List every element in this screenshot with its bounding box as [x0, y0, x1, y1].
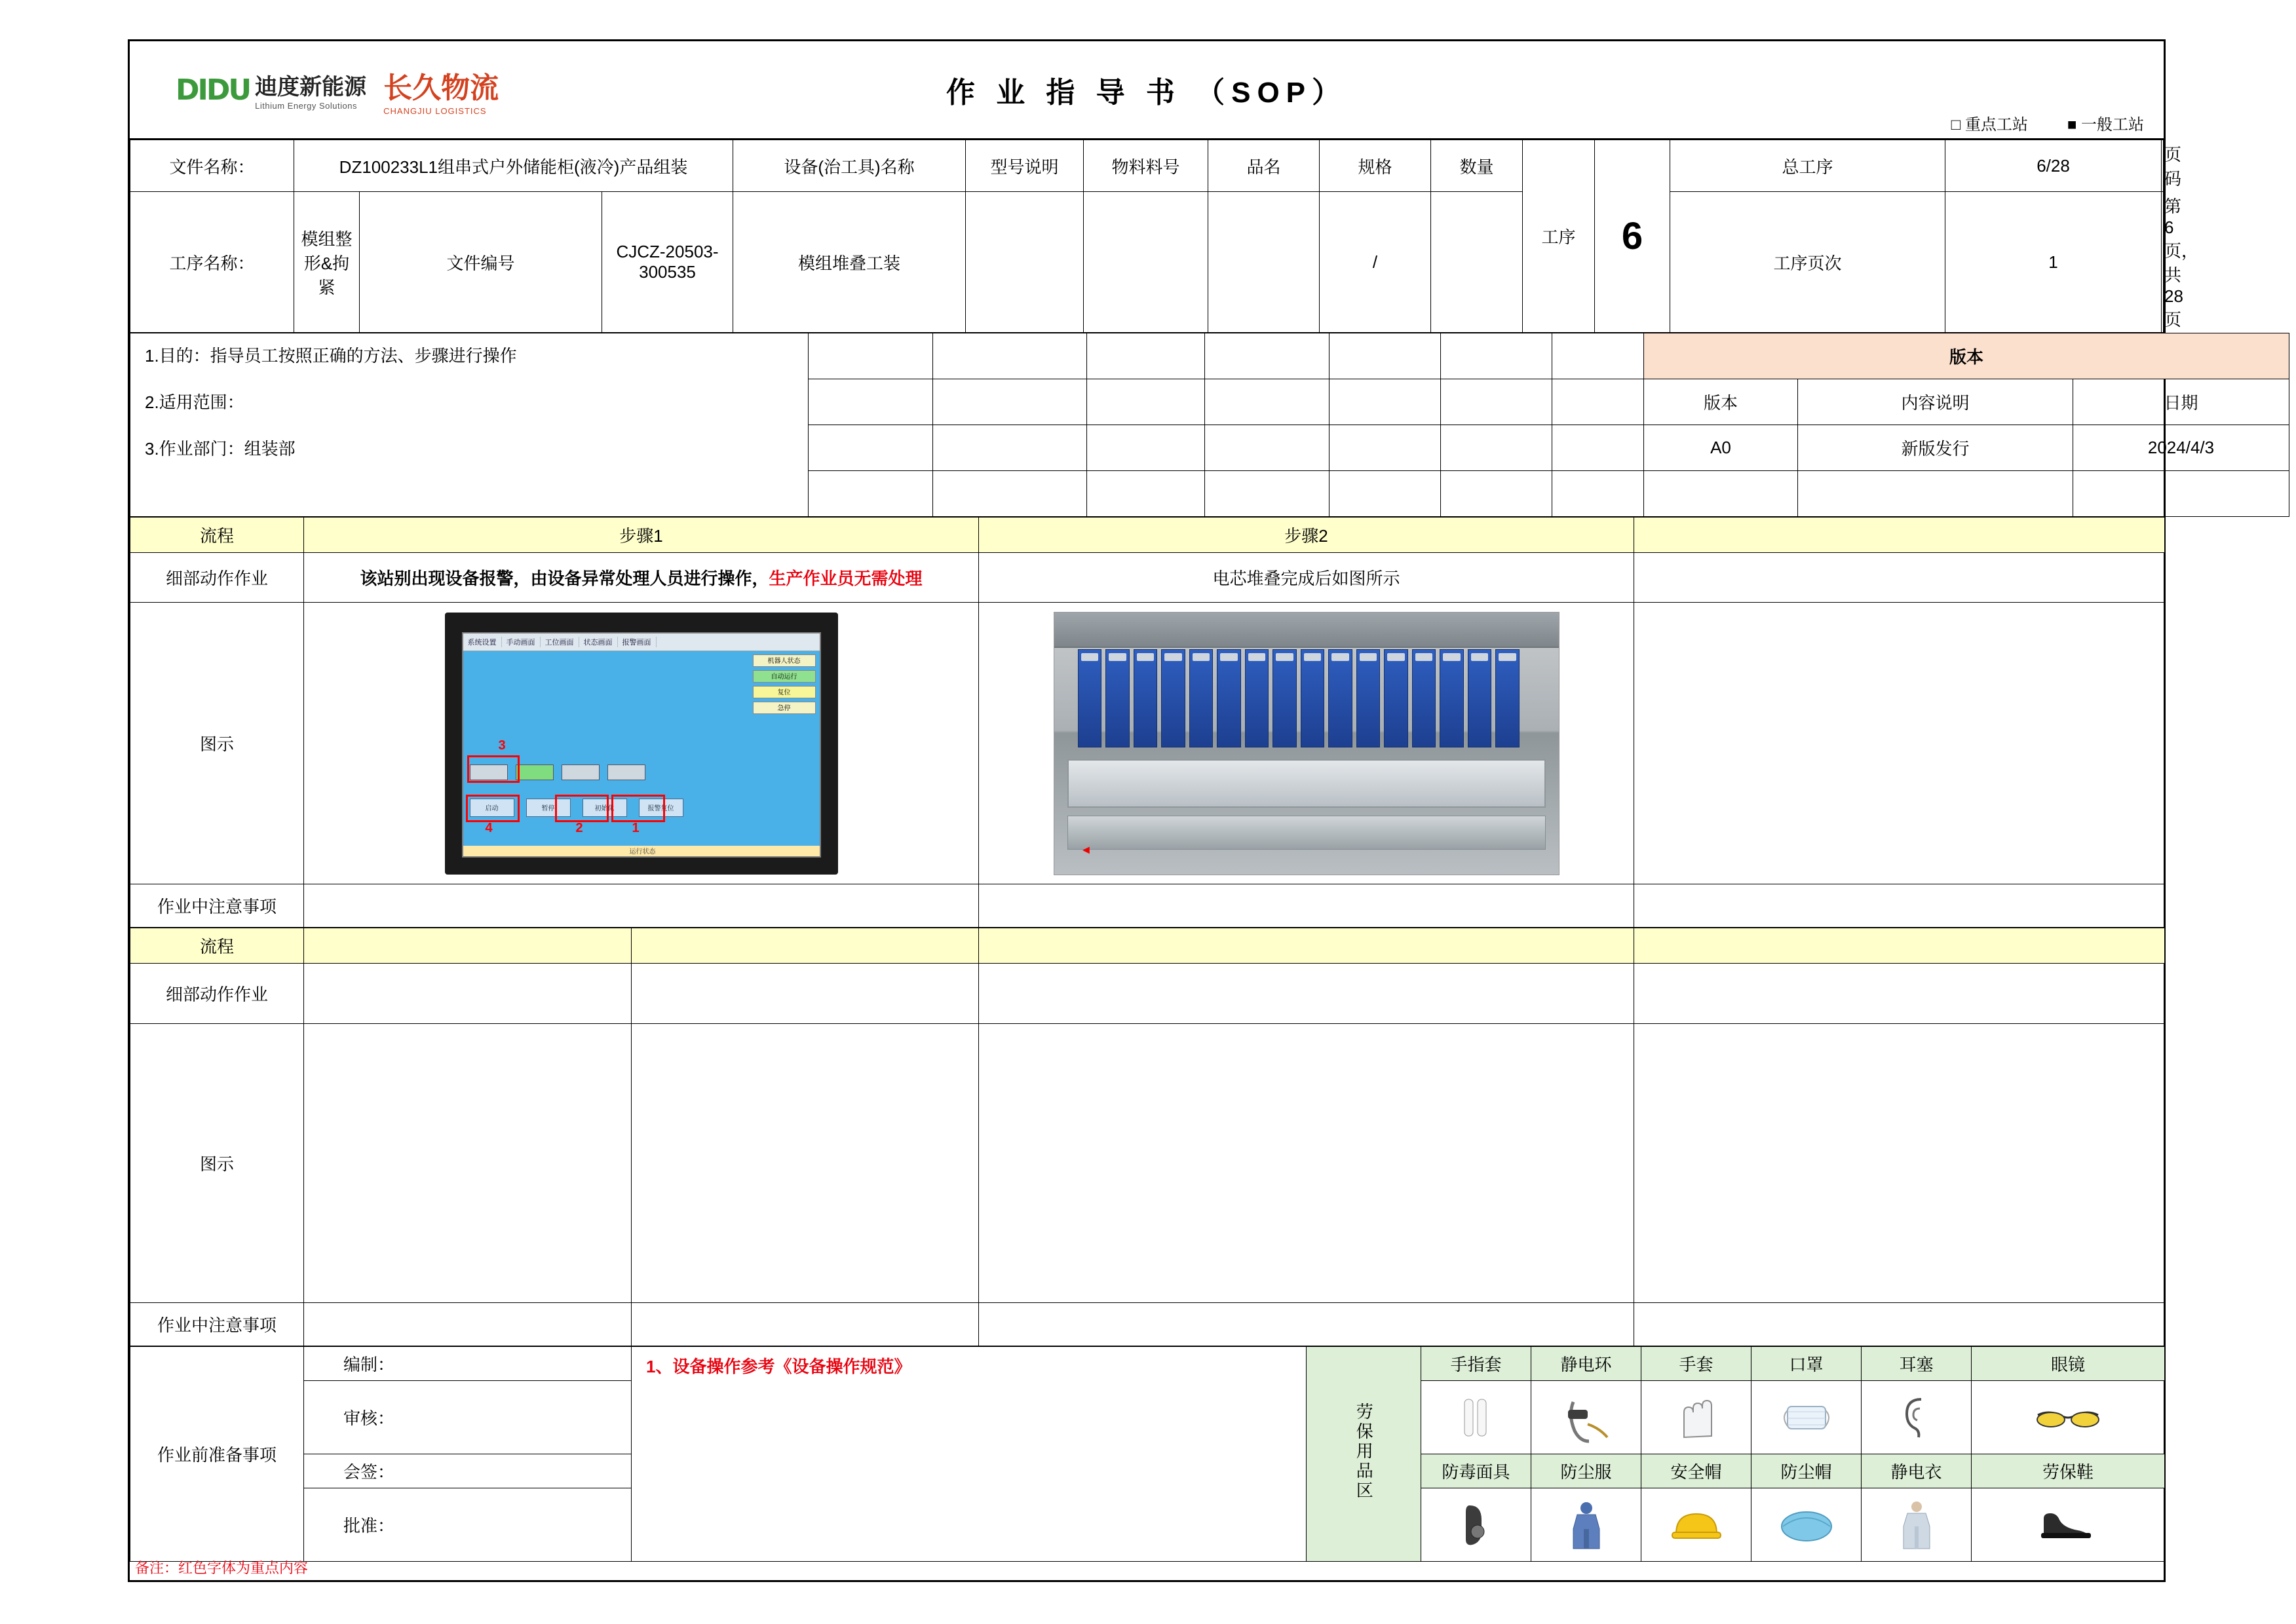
photo-base-plate — [1067, 816, 1546, 850]
ppe-label-1: 静电环 — [1531, 1347, 1641, 1381]
ppe-label-9: 防尘帽 — [1751, 1454, 1862, 1488]
prep-countersign: 会签： — [304, 1454, 632, 1488]
battery-cell — [1217, 649, 1241, 747]
file-no-value: CJCZ-20503-300535 — [602, 192, 733, 333]
hmi-annotation-num-1: 1 — [632, 820, 640, 835]
section1-detail-step3 — [1634, 553, 2165, 603]
info-table — [130, 140, 2199, 333]
version-row-date: 2024/4/3 — [2073, 425, 2289, 471]
section2-table — [130, 928, 2165, 1346]
section2-flow-c2 — [632, 928, 979, 964]
product-value — [1208, 192, 1320, 333]
hmi-menu-4[interactable]: 报警画面 — [618, 637, 657, 647]
section2-flow-c3 — [979, 928, 1634, 964]
battery-cell — [1245, 649, 1269, 747]
ppe-icon-dust-cap — [1751, 1488, 1862, 1562]
section1-detail-step1 — [304, 553, 979, 603]
dust-cap-icon — [1775, 1503, 1838, 1547]
ppe-icon-esd-wrist-strap — [1531, 1381, 1641, 1454]
ear-plug-icon — [1892, 1391, 1941, 1444]
changjiu-logo-cn: 长久物流 — [383, 71, 499, 105]
ppe-icon-safety-glasses — [1972, 1381, 2165, 1454]
spec-value: / — [1320, 192, 1431, 333]
gas-mask-icon — [1455, 1498, 1497, 1553]
section1-cautions-step2 — [979, 884, 1634, 928]
section1-image-empty — [1634, 603, 2165, 884]
battery-cell — [1328, 649, 1352, 747]
flag-normal-station: ■ 一般工站 — [2067, 116, 2144, 134]
section1-step3-label — [1634, 518, 2165, 553]
section1-flow-label: 流程 — [130, 518, 304, 553]
esd-wrist-strap-icon — [1560, 1390, 1613, 1445]
hmi-alarm-reset-button[interactable]: 报警复位 — [639, 799, 683, 817]
ppe-label-6: 防毒面具 — [1421, 1454, 1531, 1488]
ppe-label-3: 口罩 — [1751, 1347, 1862, 1381]
ppe-icon-esd-coat — [1862, 1488, 1972, 1562]
section1-step2-label: 步骤2 — [979, 518, 1634, 553]
hmi-annotation-num-2: 2 — [575, 820, 583, 835]
safety-shoes-icon — [2032, 1505, 2104, 1545]
changjiu-logo — [383, 64, 499, 116]
hmi-right-btn-1[interactable]: 自动运行 — [753, 670, 816, 683]
photo-cell-stack — [1078, 649, 1520, 747]
section2-flow-label: 流程 — [130, 928, 304, 964]
battery-cell — [1189, 649, 1214, 747]
equipment-value: 模组堆叠工装 — [733, 192, 966, 333]
ppe-label-11: 劳保鞋 — [1972, 1454, 2165, 1488]
purpose-line-3: 3.作业部门：组装部 — [145, 439, 296, 459]
changjiu-logo-en: CHANGJIU LOGISTICS — [383, 105, 487, 116]
hmi-status-pill-3 — [562, 765, 600, 780]
section2-flow-c4 — [1634, 928, 2165, 964]
spec-label: 规格 — [1320, 140, 1431, 192]
hmi-screen — [462, 632, 821, 858]
section1-detail-step2: 电芯堆叠完成后如图所示 — [979, 553, 1634, 603]
section1-cautions-step3 — [1634, 884, 2165, 928]
footer-remark: 备注：红色字体为重点内容 — [135, 1560, 309, 1576]
hmi-annotation-box-4 — [466, 795, 520, 822]
prep-ppe-table — [130, 1346, 2165, 1562]
battery-cell — [1105, 649, 1130, 747]
hmi-init-button[interactable]: 初始化 — [583, 799, 627, 817]
ppe-icon-ear-plug — [1862, 1381, 1972, 1454]
page-value: 第6页，共28页 — [2162, 192, 2164, 333]
section2-cautions-c2 — [632, 1303, 979, 1346]
hmi-menu-2[interactable]: 工位画面 — [541, 637, 579, 647]
page-label: 页码 — [2162, 140, 2164, 192]
battery-cell — [1356, 649, 1381, 747]
section2-cautions-label: 作业中注意事项 — [130, 1303, 304, 1346]
hmi-annotation-box-1 — [611, 795, 665, 822]
ppe-label-7: 防尘服 — [1531, 1454, 1641, 1488]
section2-cautions-c4 — [1634, 1303, 2165, 1346]
safety-glasses-icon — [2029, 1398, 2107, 1437]
purpose-version-table — [130, 333, 2289, 517]
prep-approved-by: 批准： — [304, 1488, 632, 1562]
ppe-label-4: 耳塞 — [1862, 1347, 1972, 1381]
hmi-status-bar: 运行状态 — [463, 846, 820, 856]
module-photo-cell — [979, 603, 1634, 884]
version-row-version: A0 — [1644, 425, 1798, 471]
logo-group — [176, 64, 499, 116]
section2-detail-c3 — [979, 964, 1634, 1024]
equipment-label: 设备(治工具)名称 — [733, 140, 966, 192]
flag-key-station: □ 重点工站 — [1951, 116, 2028, 134]
process-page-value: 1 — [1945, 192, 2162, 333]
prep-note: 1、设备操作参考《设备操作规范》 — [632, 1347, 1307, 1562]
section2-image-c2 — [632, 1024, 979, 1303]
qty-value — [1431, 192, 1523, 333]
hmi-menu-3[interactable]: 状态画面 — [579, 637, 618, 647]
prep-prepared-by: 编制： — [304, 1347, 632, 1381]
battery-module-photo — [1054, 612, 1559, 875]
ppe-area-label: 劳保用品区 — [1354, 1403, 1374, 1501]
section1-cautions-step1 — [304, 884, 979, 928]
qty-label: 数量 — [1431, 140, 1523, 192]
version-col-date: 日期 — [2073, 379, 2289, 425]
photo-fixture-rail — [1067, 759, 1546, 808]
ppe-area-label-cell — [1307, 1347, 1421, 1562]
version-row-desc: 新版发行 — [1798, 425, 2073, 471]
battery-cell — [1468, 649, 1492, 747]
total-process-label: 总工序 — [1670, 140, 1945, 192]
hard-hat-icon — [1667, 1502, 1726, 1548]
section1-detail-step1-black: 该站别出现设备报警，由设备异常处理人员进行操作， — [360, 569, 769, 588]
process-number: 6 — [1595, 140, 1670, 333]
hmi-menubar — [463, 633, 820, 651]
section2-detail-c4 — [1634, 964, 2165, 1024]
ppe-label-0: 手指套 — [1421, 1347, 1531, 1381]
version-col-version: 版本 — [1644, 379, 1798, 425]
process-label: 工序 — [1523, 140, 1595, 333]
didu-logo-en: Lithium Energy Solutions — [255, 101, 357, 111]
section2-image-c1 — [304, 1024, 632, 1303]
battery-cell — [1412, 649, 1436, 747]
finger-cot-icon — [1455, 1390, 1497, 1445]
section2-cautions-c1 — [304, 1303, 632, 1346]
model-label: 型号说明 — [966, 140, 1084, 192]
ppe-icon-finger-cot — [1421, 1381, 1531, 1454]
section2-detail-c1 — [304, 964, 632, 1024]
battery-cell — [1161, 649, 1185, 747]
hmi-annotation-num-4: 4 — [485, 820, 493, 835]
battery-cell — [1440, 649, 1464, 747]
process-page-label: 工序页次 — [1670, 192, 1945, 333]
battery-cell — [1078, 649, 1102, 747]
section1-detail-label: 细部动作作业 — [130, 553, 304, 603]
station-type-flags — [1951, 111, 2144, 134]
hmi-annotation-num-3: 3 — [498, 738, 506, 753]
section1-table — [130, 517, 2165, 928]
battery-cell — [1272, 649, 1297, 747]
didu-logo-mark: DIDU — [176, 73, 250, 107]
hmi-status-pill-4 — [607, 765, 645, 780]
section2-image-label: 图示 — [130, 1024, 304, 1303]
didu-logo-cn: 迪度新能源 — [255, 75, 367, 100]
material-label: 物料料号 — [1084, 140, 1208, 192]
process-name-label: 工序名称： — [130, 192, 294, 333]
version-title: 版本 — [1644, 333, 2289, 379]
face-mask-icon — [1777, 1393, 1836, 1442]
section2-image-c4 — [1634, 1024, 2165, 1303]
hmi-start-button[interactable]: 启动 — [470, 799, 514, 817]
photo-top-frame — [1054, 613, 1559, 648]
ppe-icon-hard-hat — [1641, 1488, 1751, 1562]
esd-coat-icon — [1896, 1498, 1938, 1553]
ppe-icon-face-mask — [1751, 1381, 1862, 1454]
section2-detail-c2 — [632, 964, 979, 1024]
didu-logo — [176, 69, 366, 111]
prep-reviewed-by: 审核： — [304, 1381, 632, 1454]
hmi-pause-button[interactable]: 暂停 — [526, 799, 571, 817]
process-name-value: 模组整形&拘紧 — [294, 192, 360, 333]
battery-cell — [1384, 649, 1408, 747]
dust-suit-icon — [1565, 1498, 1607, 1553]
ppe-label-5: 眼镜 — [1972, 1347, 2165, 1381]
product-label: 品名 — [1208, 140, 1320, 192]
total-process-value: 6/28 — [1945, 140, 2162, 192]
hmi-right-btn-2[interactable]: 复位 — [753, 686, 816, 698]
hmi-right-btn-3[interactable]: 急停 — [753, 702, 816, 714]
gloves-icon — [1672, 1390, 1721, 1445]
section2-flow-c1 — [304, 928, 632, 964]
hmi-status-pill-2 — [516, 765, 554, 780]
file-name-value: DZ100233L1组串式户外储能柜(液冷)产品组装 — [294, 140, 733, 192]
ppe-label-10: 静电衣 — [1862, 1454, 1972, 1488]
battery-cell — [1134, 649, 1158, 747]
ppe-icon-gas-mask — [1421, 1488, 1531, 1562]
purpose-line-1: 1.目的：指导员工按照正确的方法、步骤进行操作 — [145, 346, 517, 366]
hmi-right-panel — [753, 654, 816, 717]
section1-cautions-label: 作业中注意事项 — [130, 884, 304, 928]
hmi-menu-0[interactable]: 系统设置 — [463, 637, 502, 647]
photo-red-marker: ◄ — [1080, 842, 1092, 856]
section1-detail-step1-red: 生产作业员无需处理 — [769, 569, 923, 588]
file-no-label: 文件编号 — [360, 192, 602, 333]
section2-detail-label: 细部动作作业 — [130, 964, 304, 1024]
section1-step1-label: 步骤1 — [304, 518, 979, 553]
section2-cautions-c3 — [979, 1303, 1634, 1346]
ppe-label-2: 手套 — [1641, 1347, 1751, 1381]
ppe-icon-safety-shoes — [1972, 1488, 2165, 1562]
hmi-screenshot — [445, 613, 838, 875]
battery-cell — [1495, 649, 1520, 747]
hmi-menu-1[interactable]: 手动画面 — [502, 637, 541, 647]
material-value — [1084, 192, 1208, 333]
ppe-icon-gloves — [1641, 1381, 1751, 1454]
hmi-right-btn-0[interactable]: 机器人状态 — [753, 654, 816, 667]
battery-cell — [1301, 649, 1325, 747]
file-name-label: 文件名称： — [130, 140, 294, 192]
sop-document — [128, 39, 2215, 1582]
prep-label: 作业前准备事项 — [130, 1347, 304, 1562]
purpose-line-2: 2.适用范围： — [145, 392, 244, 412]
version-col-desc: 内容说明 — [1798, 379, 2073, 425]
hmi-annotation-box-2 — [555, 795, 609, 822]
model-value — [966, 192, 1084, 333]
hmi-annotation-box-3 — [467, 755, 520, 783]
purpose-block — [130, 333, 809, 517]
ppe-icon-dust-suit — [1531, 1488, 1641, 1562]
page-title: 作 业 指 导 书 （SOP） — [946, 77, 1348, 109]
section2-image-c3 — [979, 1024, 1634, 1303]
ppe-label-8: 安全帽 — [1641, 1454, 1751, 1488]
section1-image-label: 图示 — [130, 603, 304, 884]
hmi-photo-cell — [304, 603, 979, 884]
document-header — [130, 41, 2164, 140]
